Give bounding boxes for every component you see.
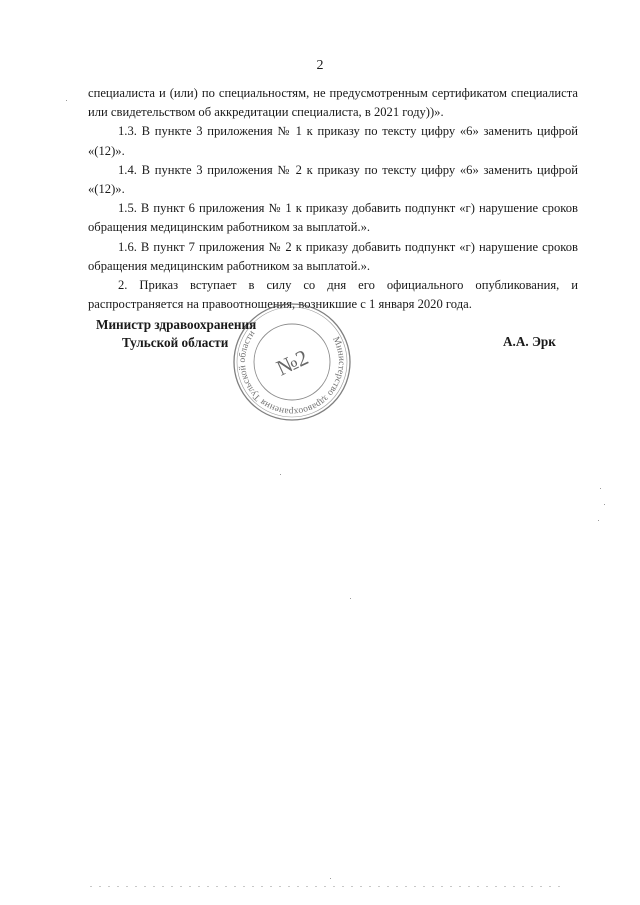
stamp-center-text: №2 [272,344,312,381]
paragraph-1-4: 1.4. В пункте 3 приложения № 2 к приказу по тексту цифру «6» заменить цифрой «(12)». [88,162,578,197]
signature-title [96,316,256,352]
paragraph-1-5: 1.5. В пункт 6 приложения № 1 к приказу добавить подпункт «г) нарушение сроков обращения медицинским работником за выплатой.». [88,201,578,235]
paragraph-1-6: 1.6. В пункт 7 приложения № 2 к приказу добавить подпункт «г) нарушение сроков обращения медицинским работником за выплатой.». [88,239,578,273]
scan-speck [350,598,351,599]
signer-name: А.А. Эрк [503,334,556,349]
scan-speck [280,474,281,475]
scan-speck [600,488,601,489]
document-body [88,84,578,314]
scan-speck [66,100,67,101]
paragraph-2: 2. Приказ вступает в силу со дня его официального опубликования, и распространяется на правоотношения, возникшие с 1 января 2020 года. [88,278,578,312]
scan-speck [604,504,605,505]
signature-title-line-1: Министр здравоохранения [96,317,257,332]
paragraph-continuation: специалиста и (или) по специальностям, не предусмотренным сертификатом специалиста или свидетельством об аккредитации специалиста, в 2021 году))». [88,86,578,120]
scan-artifact-line [90,886,560,887]
scan-speck [598,520,599,521]
page-number: 2 [316,58,324,73]
paragraph-1-3: 1.3. В пункте 3 приложения № 1 к приказу по тексту цифру «6» заменить цифрой «(12)». [88,124,578,158]
stamp-ring-text: Министерство здравоохранения Тульской области [237,328,347,417]
scan-speck [330,878,331,879]
signature-title-line-2: Тульской области [122,335,229,350]
